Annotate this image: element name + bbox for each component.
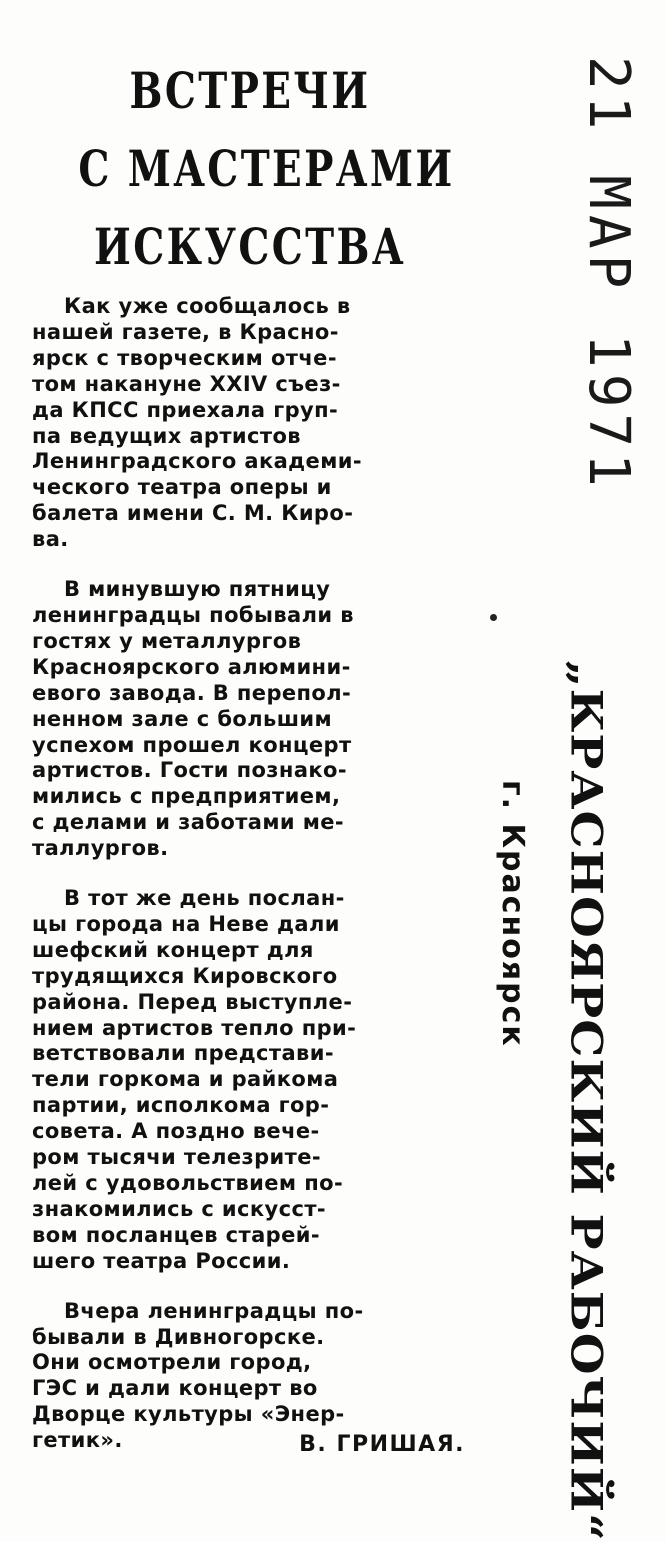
article-headline	[78, 52, 455, 286]
paragraph-2: В минувшую пятницу ленинградцы побывали в гостях у металлургов Красноярского алюмини- евого завода. В перепол- ненном зале с большим успехом прошел концерт артистов. Гости познако- мились с предприятием, с делами и заботами ме- таллургов.	[32, 577, 354, 861]
article-body	[32, 294, 450, 1478]
ink-dot	[490, 614, 497, 621]
headline-line-2: С МАСТЕРАМИ	[78, 139, 455, 198]
paragraph-3: В тот же день послан- цы города на Неве дали шефский концерт для трудящихся Кировского района. Перед выступле- нием артистов тепло при- ветствовали представи- тели горкома и райкома партии, исполкома гор- совета. А поздно вече- ром тысячи телезрите- лей с удовольствием по- знакомились с искусст- вом посланцев старей- шего театра России.	[32, 886, 357, 1273]
date-stamp: 21 МАР 1971	[576, 56, 641, 493]
newspaper-masthead: „КРАСНОЯРСКИЙ РАБОЧИЙ“	[560, 660, 612, 1542]
headline-line-3: ИСКУССТВА	[94, 217, 406, 276]
city-stamp: г. Красноярск	[495, 780, 530, 1048]
paragraph-4: Вчера ленинградцы по- бывали в Дивногорске. Они осмотрели город, ГЭС и дали концерт во Дворце культуры «Энер- гетик».	[32, 1298, 364, 1453]
paragraph-1: Как уже сообщалось в нашей газете, в Красно- ярск с творческим отче- том накануне XXIV съез- да КПСС приехала груп- па ведущих артистов Ленинградского академи- ческого театра оперы и балета имени С. М. Киро- ва.	[32, 294, 362, 552]
headline-line-1: ВСТРЕЧИ	[129, 61, 371, 120]
author-signature: В. ГРИШАЯ.	[299, 1432, 465, 1457]
